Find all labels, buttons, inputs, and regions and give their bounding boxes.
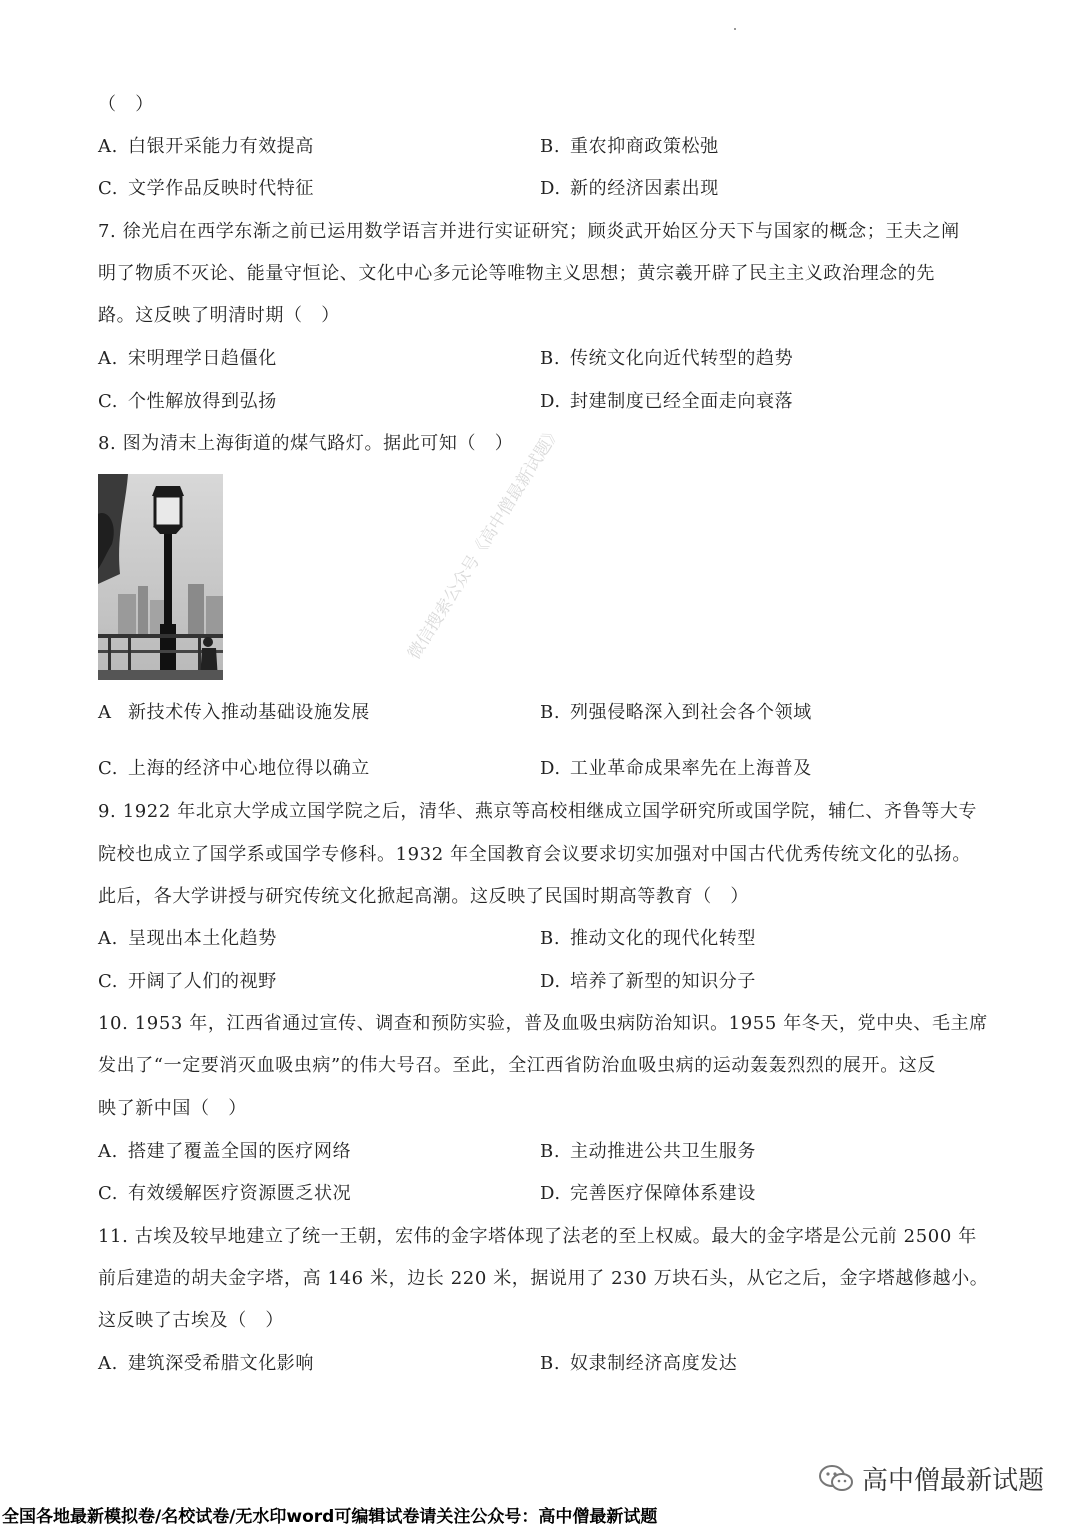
q6-option-a[interactable]: A. 白银开采能力有效提高 xyxy=(98,136,314,157)
watermark-text: 微信搜索公众号《高中僧最新试题》 xyxy=(404,421,566,664)
q9-option-a[interactable]: A. 呈现出本土化趋势 xyxy=(98,928,277,949)
q9-option-b[interactable]: B. 推动文化的现代化转型 xyxy=(540,928,756,949)
q6-option-d[interactable]: D. 新的经济因素出现 xyxy=(540,178,719,199)
q9-stem-line: 院校也成立了国学系或国学专修科。1932 年全国教育会议要求切实加强对中国古代优秀传统文化的弘扬。 xyxy=(98,844,971,865)
q10-stem-line: 映了新中国（ ） xyxy=(98,1098,247,1119)
q6-option-c[interactable]: C. 文学作品反映时代特征 xyxy=(98,178,314,199)
q11-stem-line: 11. 古埃及较早地建立了统一王朝，宏伟的金字塔体现了法老的至上权威。最大的金字塔是公元前 2500 年 xyxy=(98,1226,977,1247)
q11-stem-line: 这反映了古埃及（ ） xyxy=(98,1310,284,1331)
q7-stem-line: 7. 徐光启在西学东渐之前已运用数学语言并进行实证研究；顾炎武开始区分天下与国家的概念；王夫之阐 xyxy=(98,221,960,242)
q7-option-d[interactable]: D. 封建制度已经全面走向衰落 xyxy=(540,391,794,412)
q7-option-c[interactable]: C. 个性解放得到弘扬 xyxy=(98,391,277,412)
q7-stem-line: 明了物质不灭论、能量守恒论、文化中心多元论等唯物主义思想；黄宗羲开辟了民主主义政治理念的先 xyxy=(98,263,935,284)
q9-stem-line: 9. 1922 年北京大学成立国学院之后，清华、燕京等高校相继成立国学研究所或国学院，辅仁、齐鲁等大专 xyxy=(98,801,978,822)
q8-option-a[interactable]: A 新技术传入推动基础设施发展 xyxy=(98,702,370,723)
q7-stem-line: 路。这反映了明清时期（ ） xyxy=(98,305,340,326)
q8-option-c[interactable]: C. 上海的经济中心地位得以确立 xyxy=(98,758,370,779)
q10-option-b[interactable]: B. 主动推进公共卫生服务 xyxy=(540,1141,756,1162)
q7-option-a[interactable]: A. 宋明理学日趋僵化 xyxy=(98,348,277,369)
footer-brand xyxy=(818,1460,1044,1497)
q11-option-b[interactable]: B. 奴隶制经济高度发达 xyxy=(540,1353,738,1374)
q11-stem-line: 前后建造的胡夫金字塔，高 146 米，边长 220 米，据说用了 230 万块石头，从它之后，金字塔越修越小。 xyxy=(98,1268,989,1289)
q8-stem-line: 8. 图为清末上海街道的煤气路灯。据此可知（ ） xyxy=(98,433,514,454)
q9-option-d[interactable]: D. 培养了新型的知识分子 xyxy=(540,971,756,992)
wechat-icon xyxy=(818,1464,854,1494)
q10-stem-line: 10. 1953 年，江西省通过宣传、调查和预防实验，普及血吸虫病防治知识。1955 年冬天，党中央、毛主席 xyxy=(98,1013,988,1034)
q9-option-c[interactable]: C. 开阔了人们的视野 xyxy=(98,971,277,992)
scan-dot xyxy=(734,28,736,30)
q6-option-b[interactable]: B. 重农抑商政策松弛 xyxy=(540,136,719,157)
q10-stem-line: 发出了“一定要消灭血吸虫病”的伟大号召。至此，全江西省防治血吸虫病的运动轰轰烈烈的展开。这反 xyxy=(98,1055,936,1076)
q8-option-d[interactable]: D. 工业革命成果率先在上海普及 xyxy=(540,758,812,779)
q10-option-a[interactable]: A. 搭建了覆盖全国的医疗网络 xyxy=(98,1141,352,1162)
q9-stem-line: 此后，各大学讲授与研究传统文化掀起高潮。这反映了民国时期高等教育（ ） xyxy=(98,886,749,907)
q10-option-d[interactable]: D. 完善医疗保障体系建设 xyxy=(540,1183,756,1204)
q7-option-b[interactable]: B. 传统文化向近代转型的趋势 xyxy=(540,348,794,369)
q11-option-a[interactable]: A. 建筑深受希腊文化影响 xyxy=(98,1353,314,1374)
footer-brand-text: 高中僧最新试题 xyxy=(861,1466,1044,1496)
footer-notice: 全国各地最新模拟卷/名校试卷/无水印word可编辑试卷请关注公众号：高中僧最新试题 xyxy=(2,1507,658,1527)
q8-option-b[interactable]: B. 列强侵略深入到社会各个领域 xyxy=(540,702,812,723)
q10-option-c[interactable]: C. 有效缓解医疗资源匮乏状况 xyxy=(98,1183,352,1204)
q6-stem-tail: （ ） xyxy=(98,94,154,115)
gas-streetlamp-photo xyxy=(98,474,223,680)
